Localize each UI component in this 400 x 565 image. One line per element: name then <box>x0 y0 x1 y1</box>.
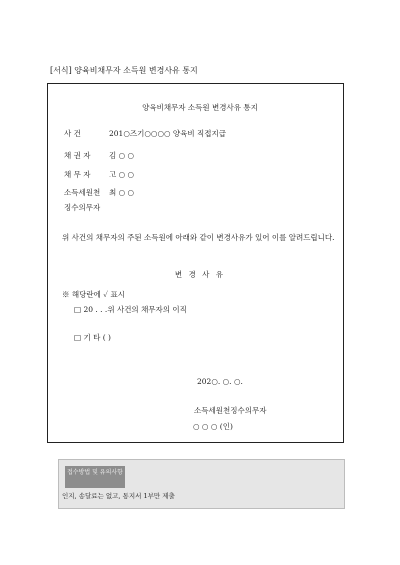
signer-name: ○ ○ ○ (인) <box>193 422 233 431</box>
date: 202○. ○. ○. <box>197 377 243 386</box>
note-text: 인지, 송달료는 없고, 통지서 1부만 제출 <box>62 492 175 500</box>
form-title: 양육비채무자 소득원 변경사유 통지 <box>142 103 258 112</box>
section-title: 변 경 사 유 <box>174 270 226 279</box>
signer-title: 소득세원천징수의무자 <box>194 406 267 415</box>
option-other[interactable]: □ 기 타 ( ) <box>74 333 111 342</box>
form-label: [서식] 양육비채무자 소득원 변경사유 통지 <box>50 66 198 75</box>
note-tag: 접수방법 및 유의사항 <box>65 466 125 488</box>
debtor-value: 고 ○ ○ <box>109 170 135 179</box>
notice-text: 위 사건의 채무자의 주된 소득원에 아래와 같이 변경사유가 있어 이를 알려드립니다. <box>62 233 335 242</box>
case-value: 201○즈기○○○○ 양육비 직접지급 <box>109 129 227 138</box>
withholder-value: 최 ○ ○ <box>109 188 135 197</box>
option-job-change[interactable]: □ 20 . . .위 사건의 채무자의 이직 <box>74 305 187 314</box>
creditor-value: 김 ○ ○ <box>109 151 135 160</box>
withholder-label-cont: 징수의무자 <box>64 203 101 212</box>
debtor-label: 채 무 자 <box>64 170 91 179</box>
case-label: 사 건 <box>64 129 81 138</box>
withholder-label: 소득세원천 <box>64 188 101 197</box>
creditor-label: 채 권 자 <box>64 151 91 160</box>
instruction-text: ※ 해당란에 ✓ 표시 <box>62 290 125 299</box>
